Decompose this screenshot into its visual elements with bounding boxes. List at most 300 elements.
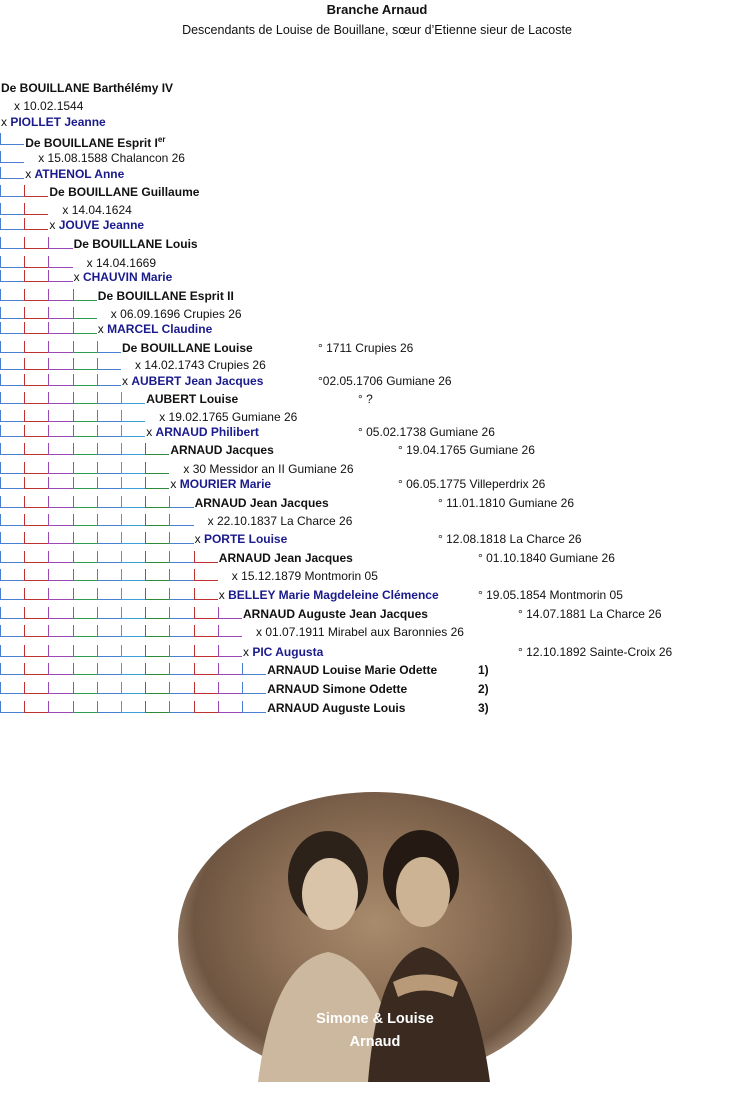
tree-connector [48,358,72,370]
photo-caption-line-1: Simone & Louise [316,1011,434,1027]
tree-connector [121,588,145,600]
tree-connector [48,410,72,422]
tree-connector [48,682,72,694]
tree-connector [48,425,72,437]
tree-connector [0,701,24,713]
tree-connector [48,237,72,249]
tree-connector [97,682,121,694]
birth-date: °02.05.1706 Gumiane 26 [318,374,452,388]
ordinal-superscript: er [157,135,166,144]
birth-date: ° 12.08.1818 La Charce 26 [438,532,582,546]
tree-connector [145,607,169,619]
tree-connector [169,663,193,675]
tree-connector [121,443,145,455]
tree-connector [24,607,48,619]
spouse-name [25,167,124,181]
tree-connector [73,477,97,489]
person-name [74,237,198,251]
tree-connector [48,663,72,675]
tree-connector [0,133,24,145]
tree-connector [169,551,193,563]
spouse-name [219,588,439,602]
marriage-date: 14.04.1624 [71,203,132,217]
tree-connector [0,477,24,489]
name-text: PIC Augusta [252,645,324,659]
tree-connector [0,514,24,526]
portrait-photo [178,792,572,1082]
marriage-prefix: x [183,462,193,476]
marriage-prefix: x [97,322,108,336]
tree-connector [48,462,72,474]
tree-connector [24,185,48,197]
tree-connector [0,425,24,437]
tree-connector [145,663,169,675]
tree-connector [218,625,242,637]
tree-connector [24,462,48,474]
tree-connector [0,462,24,474]
spouse-name [74,270,173,284]
tree-connector [48,625,72,637]
tree-connector [0,410,24,422]
tree-connector [73,462,97,474]
marriage-prefix: x [194,532,204,546]
person-name [146,392,238,406]
spouse-name [243,645,323,659]
tree-connector [97,374,121,386]
child-number: 2) [478,682,489,696]
tree-connector [0,151,24,163]
tree-connector [0,443,24,455]
name-text: AUBERT Jean Jacques [131,374,264,388]
marriage-date: 14.04.1669 [95,256,156,270]
name-text: ARNAUD Jean Jacques [218,551,353,565]
tree-connector [218,701,242,713]
tree-connector [121,410,145,422]
marriage-prefix: x [14,99,24,113]
tree-connector [24,645,48,657]
tree-connector [194,551,218,563]
marriage-prefix: x [135,358,145,372]
tree-connector [97,443,121,455]
tree-connector [73,410,97,422]
tree-connector [0,185,24,197]
tree-connector [0,496,24,508]
marriage-line [38,151,185,165]
tree-connector [0,607,24,619]
marriage-line [208,514,353,528]
tree-connector [145,625,169,637]
tree-connector [97,645,121,657]
tree-connector [121,425,145,437]
name-text: ATHENOL Anne [34,167,125,181]
tree-connector [121,496,145,508]
tree-connector [145,532,169,544]
tree-connector [145,551,169,563]
tree-connector [97,551,121,563]
name-text: MOURIER Marie [179,477,272,491]
marriage-prefix: x [1,115,11,129]
tree-connector [73,374,97,386]
name-text: De BOUILLANE Barthélémy IV [1,81,174,95]
tree-connector [169,701,193,713]
tree-connector [218,645,242,657]
birth-date: ° 11.01.1810 Gumiane 26 [438,496,575,510]
birth-date: ° 19.04.1765 Gumiane 26 [398,443,535,457]
birth-date: ° 05.02.1738 Gumiane 26 [358,425,495,439]
tree-connector [97,701,121,713]
tree-connector [97,569,121,581]
tree-connector [24,256,48,268]
tree-connector [0,270,24,282]
marriage-prefix: x [49,218,59,232]
tree-connector [97,425,121,437]
tree-connector [73,663,97,675]
tree-connector [48,477,72,489]
tree-connector [73,425,97,437]
name-text: ARNAUD Philibert [155,425,259,439]
tree-connector [218,682,242,694]
person-name [219,551,353,565]
marriage-prefix: x [62,203,72,217]
tree-connector [0,203,24,215]
birth-date: ° 01.10.1840 Gumiane 26 [478,551,615,565]
tree-connector [73,532,97,544]
tree-connector [0,551,24,563]
person-name [98,289,234,303]
tree-connector [24,701,48,713]
tree-connector [145,569,169,581]
tree-connector [218,663,242,675]
marriage-line [135,358,266,372]
tree-connector [0,307,24,319]
marriage-line [14,99,83,113]
tree-connector [0,392,24,404]
tree-connector [218,607,242,619]
tree-connector [73,607,97,619]
marriage-line [256,625,464,639]
marriage-line [159,410,297,424]
tree-connector [24,237,48,249]
tree-connector [97,607,121,619]
tree-connector [24,514,48,526]
tree-connector [169,514,193,526]
tree-connector [0,358,24,370]
tree-connector [24,203,48,215]
marriage-date: 15.08.1588 Chalancon 26 [47,151,185,165]
marriage-date: 10.02.1544 [23,99,84,113]
tree-connector [121,663,145,675]
tree-connector [169,496,193,508]
birth-date: ° 12.10.1892 Sainte-Croix 26 [518,645,673,659]
tree-connector [24,663,48,675]
tree-connector [24,289,48,301]
tree-connector [242,663,266,675]
tree-connector [121,462,145,474]
marriage-prefix: x [231,569,242,583]
person-name [267,682,407,696]
tree-connector [169,645,193,657]
name-text: AUBERT Louise [146,392,239,406]
page-subtitle: Descendants de Louise de Bouillane, sœur d’Etienne sieur de Lacoste [182,23,572,37]
marriage-prefix: x [159,410,169,424]
tree-connector [48,607,72,619]
spouse-name [1,115,106,129]
birth-date: ° 06.05.1775 Villeperdrix 26 [398,477,546,491]
tree-connector [0,682,24,694]
tree-connector [145,477,169,489]
marriage-prefix: x [38,151,48,165]
tree-connector [48,496,72,508]
birth-date: ° ? [358,392,373,406]
name-text: PORTE Louise [203,532,288,546]
tree-connector [48,443,72,455]
tree-connector [73,551,97,563]
tree-connector [0,237,24,249]
tree-connector [24,425,48,437]
tree-connector [145,588,169,600]
tree-connector [194,569,218,581]
name-text: ARNAUD Jacques [170,443,274,457]
marriage-date: 22.10.1837 La Charce 26 [216,514,353,528]
tree-connector [169,569,193,581]
tree-connector [48,256,72,268]
tree-connector [0,645,24,657]
tree-connector [48,392,72,404]
tree-connector [194,701,218,713]
tree-connector [24,443,48,455]
tree-connector [73,588,97,600]
tree-connector [48,701,72,713]
tree-connector [73,322,97,334]
tree-connector [169,607,193,619]
marriage-date: 30 Messidor an II Gumiane 26 [192,462,354,476]
name-text: ARNAUD Louise Marie Odette [267,663,438,677]
tree-connector [121,514,145,526]
tree-connector [48,289,72,301]
tree-connector [169,588,193,600]
name-text: De BOUILLANE Louis [73,237,198,251]
marriage-date: 06.09.1696 Crupies 26 [120,307,242,321]
tree-connector [48,307,72,319]
name-text: ARNAUD Auguste Jean Jacques [243,607,428,621]
marriage-prefix: x [122,374,132,388]
tree-connector [0,569,24,581]
tree-connector [24,322,48,334]
marriage-prefix: x [25,167,35,181]
marriage-date: 19.02.1765 Gumiane 26 [168,410,298,424]
tree-connector [145,645,169,657]
person-name [267,663,437,677]
spouse-name [170,477,271,491]
tree-connector [73,358,97,370]
tree-connector [24,218,48,230]
person-name [25,133,165,150]
marriage-prefix: x [170,477,180,491]
tree-connector [24,682,48,694]
tree-connector [145,514,169,526]
tree-connector [24,588,48,600]
tree-connector [242,682,266,694]
tree-connector [121,645,145,657]
tree-connector [73,341,97,353]
name-text: PIOLLET Jeanne [10,115,106,129]
tree-connector [24,410,48,422]
tree-connector [73,682,97,694]
tree-connector [0,663,24,675]
marriage-line [87,256,156,270]
page-title: Branche Arnaud [326,2,428,17]
tree-connector [169,682,193,694]
tree-connector [0,625,24,637]
birth-date: ° 14.07.1881 La Charce 26 [518,607,662,621]
marriage-line [183,462,353,476]
tree-connector [24,477,48,489]
tree-connector [48,569,72,581]
name-text: De BOUILLANE Esprit II [97,289,234,303]
spouse-name [49,218,144,232]
tree-connector [97,532,121,544]
marriage-prefix: x [110,307,121,321]
tree-connector [97,496,121,508]
person-name [1,81,173,95]
tree-connector [48,341,72,353]
birth-date: ° 1711 Crupies 26 [318,341,414,355]
tree-connector [73,443,97,455]
tree-connector [97,410,121,422]
tree-connector [97,588,121,600]
tree-connector [0,256,24,268]
tree-connector [97,663,121,675]
tree-connector [145,496,169,508]
tree-connector [73,514,97,526]
child-number: 1) [478,663,489,677]
marriage-line [111,307,242,321]
tree-connector [73,496,97,508]
tree-connector [73,307,97,319]
name-text: ARNAUD Jean Jacques [194,496,329,510]
tree-connector [121,569,145,581]
tree-connector [73,625,97,637]
name-text: ARNAUD Simone Odette [267,682,408,696]
tree-connector [121,551,145,563]
marriage-prefix: x [218,588,229,602]
tree-connector [242,701,266,713]
tree-connector [194,607,218,619]
name-text: JOUVE Jeanne [58,218,145,232]
name-text: MARCEL Claudine [107,322,213,336]
name-text: BELLEY Marie Magdeleine Clémence [228,588,439,602]
tree-connector [0,532,24,544]
marriage-date: 15.12.1879 Montmorin 05 [241,569,378,583]
tree-connector [48,588,72,600]
tree-connector [97,358,121,370]
marriage-prefix: x [86,256,96,270]
name-text: ARNAUD Auguste Louis [267,701,406,715]
tree-connector [24,625,48,637]
child-number: 3) [478,701,489,715]
name-text: CHAUVIN Marie [82,270,173,284]
tree-connector [97,462,121,474]
spouse-name [98,322,212,336]
marriage-prefix: x [243,645,253,659]
tree-connector [24,307,48,319]
tree-connector [0,289,24,301]
tree-connector [145,462,169,474]
tree-connector [73,645,97,657]
tree-connector [0,218,24,230]
tree-connector [169,625,193,637]
tree-connector [145,682,169,694]
tree-connector [24,532,48,544]
tree-connector [194,625,218,637]
tree-connector [24,392,48,404]
tree-connector [121,625,145,637]
tree-connector [24,496,48,508]
birth-date: ° 19.05.1854 Montmorin 05 [478,588,623,602]
tree-connector [121,477,145,489]
person-name [243,607,428,621]
tree-connector [24,270,48,282]
marriage-line [232,569,378,583]
tree-connector [145,443,169,455]
name-text: De BOUILLANE Guillaume [49,185,200,199]
tree-connector [73,289,97,301]
marriage-date: 01.07.1911 Mirabel aux Baronnies 26 [265,625,464,639]
marriage-line [62,203,131,217]
tree-connector [24,374,48,386]
tree-connector [48,514,72,526]
tree-connector [194,645,218,657]
spouse-name [146,425,259,439]
tree-connector [24,341,48,353]
tree-connector [0,341,24,353]
marriage-prefix: x [146,425,156,439]
marriage-date: 14.02.1743 Crupies 26 [144,358,266,372]
tree-connector [73,569,97,581]
photo-caption-line-2: Arnaud [349,1034,401,1050]
person-name [122,341,253,355]
marriage-prefix: x [73,270,83,284]
tree-connector [48,322,72,334]
person-name [170,443,273,457]
person-name [195,496,329,510]
tree-connector [97,625,121,637]
tree-connector [121,682,145,694]
tree-connector [48,551,72,563]
person-name [267,701,405,715]
tree-connector [0,588,24,600]
tree-connector [121,607,145,619]
tree-connector [0,167,24,179]
tree-connector [48,374,72,386]
tree-connector [121,392,145,404]
tree-connector [0,374,24,386]
tree-connector [145,701,169,713]
tree-connector [0,322,24,334]
tree-connector [24,551,48,563]
tree-connector [48,270,72,282]
marriage-prefix: x [207,514,217,528]
tree-connector [194,682,218,694]
tree-connector [48,532,72,544]
tree-connector [97,341,121,353]
marriage-prefix: x [256,625,266,639]
tree-connector [24,569,48,581]
person-name [49,185,199,199]
tree-connector [73,701,97,713]
tree-connector [194,663,218,675]
name-text: De BOUILLANE Esprit I [25,136,158,150]
